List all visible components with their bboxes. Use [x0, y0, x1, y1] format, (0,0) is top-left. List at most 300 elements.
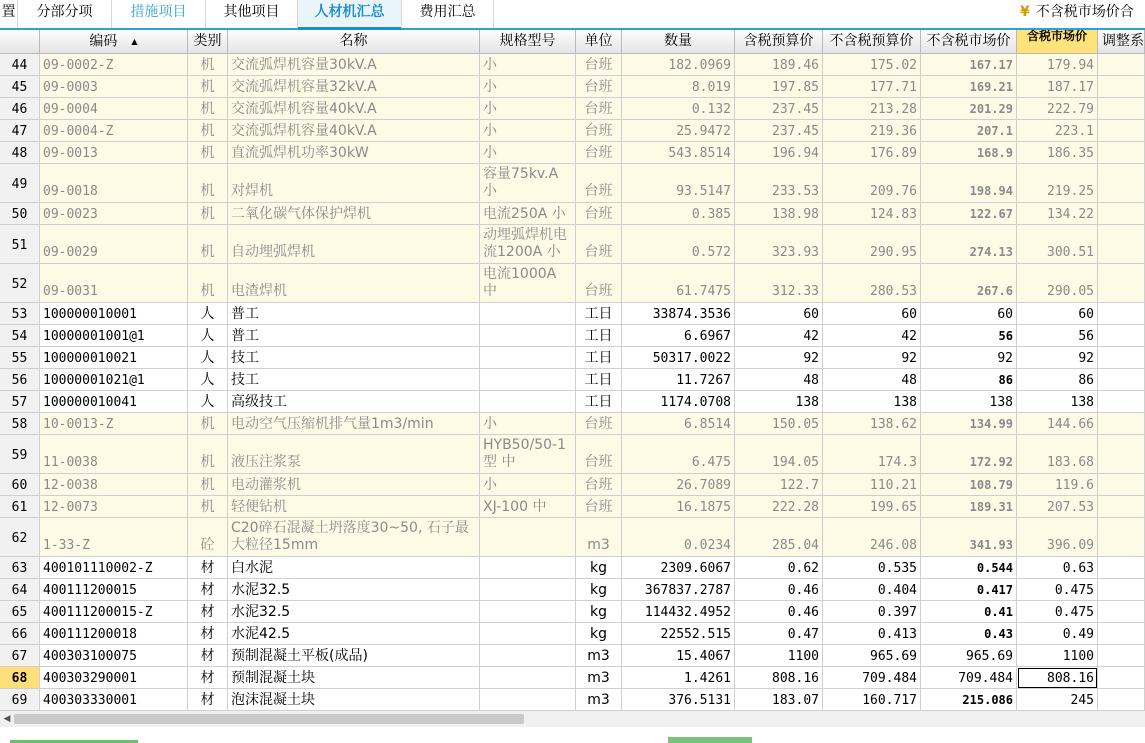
- cell-adjust-factor[interactable]: [1098, 391, 1145, 413]
- cell-adjust-factor[interactable]: [1098, 120, 1145, 142]
- cell-code[interactable]: 09-0018: [40, 164, 188, 203]
- cell-name[interactable]: 交流弧焊机容量32kV.A: [228, 76, 480, 98]
- cell-name[interactable]: 水泥32.5: [228, 579, 480, 601]
- cell-name[interactable]: 普工: [228, 303, 480, 325]
- cell-tax-market-price[interactable]: 187.17: [1017, 76, 1098, 98]
- cell-tax-market-price[interactable]: 290.05: [1017, 264, 1098, 303]
- cell-quantity[interactable]: 8.019: [622, 76, 735, 98]
- cell-tax-budget-price[interactable]: 0.46: [735, 601, 823, 623]
- cell-notax-market-price[interactable]: 169.21: [921, 76, 1017, 98]
- header-notax-budget-price[interactable]: 不含税预算价: [823, 30, 921, 54]
- cell-notax-market-price[interactable]: 0.417: [921, 579, 1017, 601]
- cell-spec[interactable]: [480, 645, 576, 667]
- cell-code[interactable]: 400111200015: [40, 579, 188, 601]
- table-row[interactable]: [0, 391, 1145, 413]
- cell-spec[interactable]: [480, 689, 576, 711]
- table-row[interactable]: [0, 120, 1145, 142]
- cell-adjust-factor[interactable]: [1098, 54, 1145, 76]
- cell-unit[interactable]: 台班: [576, 435, 622, 474]
- cell-notax-budget-price[interactable]: 176.89: [823, 142, 921, 164]
- cell-notax-market-price[interactable]: 709.484: [921, 667, 1017, 689]
- header-tax-budget-price[interactable]: 含税预算价: [735, 30, 823, 54]
- header-notax-market-price[interactable]: 不含税市场价: [921, 30, 1017, 54]
- cell-quantity[interactable]: 0.0234: [622, 518, 735, 557]
- cell-name[interactable]: 直流弧焊机功率30kW: [228, 142, 480, 164]
- table-row[interactable]: [0, 667, 1145, 689]
- cell-adjust-factor[interactable]: [1098, 413, 1145, 435]
- cell-code[interactable]: 12-0073: [40, 496, 188, 518]
- cell-unit[interactable]: kg: [576, 601, 622, 623]
- cell-tax-budget-price[interactable]: 60: [735, 303, 823, 325]
- cell-code[interactable]: 09-0023: [40, 203, 188, 225]
- header-code[interactable]: 编码 ▲: [40, 30, 188, 54]
- cell-quantity[interactable]: 15.4067: [622, 645, 735, 667]
- cell-code[interactable]: 09-0004-Z: [40, 120, 188, 142]
- cell-name[interactable]: 普工: [228, 325, 480, 347]
- cell-code[interactable]: 400303330001: [40, 689, 188, 711]
- cell-quantity[interactable]: 376.5131: [622, 689, 735, 711]
- table-row[interactable]: [0, 164, 1145, 203]
- cell-notax-market-price[interactable]: 341.93: [921, 518, 1017, 557]
- cell-adjust-factor[interactable]: [1098, 369, 1145, 391]
- cell-tax-market-price[interactable]: 138: [1017, 391, 1098, 413]
- cell-tax-budget-price[interactable]: 0.46: [735, 579, 823, 601]
- cell-name[interactable]: 电动灌浆机: [228, 474, 480, 496]
- cell-tax-market-price[interactable]: 186.35: [1017, 142, 1098, 164]
- cell-code[interactable]: 400303290001: [40, 667, 188, 689]
- cell-name[interactable]: 交流弧焊机容量30kV.A: [228, 54, 480, 76]
- cell-type[interactable]: 机: [188, 76, 228, 98]
- cell-type[interactable]: 机: [188, 203, 228, 225]
- cell-notax-market-price[interactable]: 274.13: [921, 225, 1017, 264]
- cell-tax-budget-price[interactable]: 48: [735, 369, 823, 391]
- cell-notax-budget-price[interactable]: 160.717: [823, 689, 921, 711]
- cell-tax-market-price[interactable]: 183.68: [1017, 435, 1098, 474]
- cell-adjust-factor[interactable]: [1098, 264, 1145, 303]
- cell-code[interactable]: 09-0002-Z: [40, 54, 188, 76]
- table-row[interactable]: [0, 76, 1145, 98]
- cell-type[interactable]: 机: [188, 225, 228, 264]
- cell-notax-budget-price[interactable]: 280.53: [823, 264, 921, 303]
- cell-adjust-factor[interactable]: [1098, 474, 1145, 496]
- cell-quantity[interactable]: 6.8514: [622, 413, 735, 435]
- cell-adjust-factor[interactable]: [1098, 645, 1145, 667]
- cell-tax-market-price[interactable]: 223.1: [1017, 120, 1098, 142]
- cell-tax-market-price[interactable]: 86: [1017, 369, 1098, 391]
- table-row[interactable]: [0, 518, 1145, 557]
- tab-qita-xiangmu[interactable]: 其他项目: [206, 0, 298, 28]
- tab-fenbu-fenxiang[interactable]: 分部分项: [18, 0, 112, 28]
- cell-spec[interactable]: [480, 623, 576, 645]
- cell-notax-budget-price[interactable]: 965.69: [823, 645, 921, 667]
- cell-type[interactable]: 材: [188, 601, 228, 623]
- table-row[interactable]: [0, 623, 1145, 645]
- cell-name[interactable]: 泡沫混凝土块: [228, 689, 480, 711]
- cell-tax-market-price[interactable]: 92: [1017, 347, 1098, 369]
- cell-code[interactable]: 09-0013: [40, 142, 188, 164]
- cell-unit[interactable]: 工日: [576, 391, 622, 413]
- cell-tax-budget-price[interactable]: 92: [735, 347, 823, 369]
- cell-name[interactable]: 对焊机: [228, 164, 480, 203]
- cell-unit[interactable]: 台班: [576, 142, 622, 164]
- cell-unit[interactable]: kg: [576, 579, 622, 601]
- cell-spec[interactable]: [480, 579, 576, 601]
- cell-spec[interactable]: 小: [480, 474, 576, 496]
- cell-tax-budget-price[interactable]: 233.53: [735, 164, 823, 203]
- cell-tax-budget-price[interactable]: 222.28: [735, 496, 823, 518]
- cell-unit[interactable]: 台班: [576, 474, 622, 496]
- cell-type[interactable]: 机: [188, 120, 228, 142]
- cell-name[interactable]: 预制混凝土块: [228, 667, 480, 689]
- cell-unit[interactable]: 台班: [576, 98, 622, 120]
- cell-adjust-factor[interactable]: [1098, 435, 1145, 474]
- cell-adjust-factor[interactable]: [1098, 518, 1145, 557]
- cell-quantity[interactable]: 0.385: [622, 203, 735, 225]
- cell-spec[interactable]: 小: [480, 76, 576, 98]
- cell-quantity[interactable]: 0.132: [622, 98, 735, 120]
- cell-code[interactable]: 11-0038: [40, 435, 188, 474]
- cell-notax-market-price[interactable]: 138: [921, 391, 1017, 413]
- cell-type[interactable]: 材: [188, 667, 228, 689]
- cell-unit[interactable]: 台班: [576, 225, 622, 264]
- cell-tax-budget-price[interactable]: 189.46: [735, 54, 823, 76]
- cell-quantity[interactable]: 25.9472: [622, 120, 735, 142]
- cell-adjust-factor[interactable]: [1098, 347, 1145, 369]
- cell-name[interactable]: 技工: [228, 369, 480, 391]
- cell-spec[interactable]: [480, 518, 576, 557]
- table-row[interactable]: [0, 645, 1145, 667]
- scrollbar-thumb[interactable]: [14, 714, 524, 724]
- header-type[interactable]: 类别: [188, 30, 228, 54]
- cell-type[interactable]: 机: [188, 474, 228, 496]
- cell-tax-market-price[interactable]: 179.94: [1017, 54, 1098, 76]
- table-row[interactable]: [0, 225, 1145, 264]
- cell-notax-budget-price[interactable]: 199.65: [823, 496, 921, 518]
- cell-name[interactable]: 预制混凝土平板(成品): [228, 645, 480, 667]
- cell-adjust-factor[interactable]: [1098, 557, 1145, 579]
- cell-notax-market-price[interactable]: 0.43: [921, 623, 1017, 645]
- table-row[interactable]: [0, 54, 1145, 76]
- cell-notax-budget-price[interactable]: 110.21: [823, 474, 921, 496]
- cell-notax-budget-price[interactable]: 138: [823, 391, 921, 413]
- cell-spec[interactable]: 电流250A 小: [480, 203, 576, 225]
- cell-tax-market-price[interactable]: 219.25: [1017, 164, 1098, 203]
- cell-spec[interactable]: [480, 369, 576, 391]
- cell-tax-market-price[interactable]: 222.79: [1017, 98, 1098, 120]
- cell-tax-market-price[interactable]: 60: [1017, 303, 1098, 325]
- cell-type[interactable]: 人: [188, 303, 228, 325]
- cell-tax-budget-price[interactable]: 312.33: [735, 264, 823, 303]
- cell-type[interactable]: 机: [188, 54, 228, 76]
- cell-notax-market-price[interactable]: 201.29: [921, 98, 1017, 120]
- cell-unit[interactable]: 台班: [576, 54, 622, 76]
- cell-quantity[interactable]: 16.1875: [622, 496, 735, 518]
- cell-name[interactable]: 自动埋弧焊机: [228, 225, 480, 264]
- cell-quantity[interactable]: 93.5147: [622, 164, 735, 203]
- cell-spec[interactable]: 小: [480, 142, 576, 164]
- sort-asc-icon[interactable]: ▲: [131, 37, 138, 46]
- cell-spec[interactable]: [480, 667, 576, 689]
- table-row[interactable]: [0, 369, 1145, 391]
- cell-spec[interactable]: [480, 325, 576, 347]
- cell-quantity[interactable]: 26.7089: [622, 474, 735, 496]
- cell-unit[interactable]: m3: [576, 689, 622, 711]
- cell-notax-market-price[interactable]: 965.69: [921, 645, 1017, 667]
- cell-quantity[interactable]: 33874.3536: [622, 303, 735, 325]
- cell-code[interactable]: 100000010041: [40, 391, 188, 413]
- cell-notax-market-price[interactable]: 92: [921, 347, 1017, 369]
- cell-name[interactable]: 液压注浆泵: [228, 435, 480, 474]
- cell-type[interactable]: 人: [188, 369, 228, 391]
- cell-unit[interactable]: 工日: [576, 303, 622, 325]
- cell-notax-market-price[interactable]: 0.544: [921, 557, 1017, 579]
- cell-notax-market-price[interactable]: 167.17: [921, 54, 1017, 76]
- cell-unit[interactable]: kg: [576, 623, 622, 645]
- cell-spec[interactable]: 小: [480, 120, 576, 142]
- cell-tax-market-price[interactable]: 134.22: [1017, 203, 1098, 225]
- cell-quantity[interactable]: 6.6967: [622, 325, 735, 347]
- cell-code[interactable]: 09-0004: [40, 98, 188, 120]
- tab-truncated[interactable]: 置: [0, 0, 18, 28]
- cell-name[interactable]: 水泥32.5: [228, 601, 480, 623]
- cell-adjust-factor[interactable]: [1098, 623, 1145, 645]
- cell-notax-budget-price[interactable]: 177.71: [823, 76, 921, 98]
- cell-unit[interactable]: m3: [576, 667, 622, 689]
- cell-quantity[interactable]: 22552.515: [622, 623, 735, 645]
- cell-unit[interactable]: 台班: [576, 264, 622, 303]
- cell-type[interactable]: 人: [188, 325, 228, 347]
- table-row[interactable]: [0, 413, 1145, 435]
- table-row[interactable]: [0, 496, 1145, 518]
- cell-tax-market-price[interactable]: 0.63: [1017, 557, 1098, 579]
- cell-quantity[interactable]: 0.572: [622, 225, 735, 264]
- horizontal-scrollbar[interactable]: [0, 710, 1145, 727]
- cell-tax-market-price[interactable]: 245: [1017, 689, 1098, 711]
- cell-name[interactable]: 交流弧焊机容量40kV.A: [228, 120, 480, 142]
- cell-tax-market-price[interactable]: 0.49: [1017, 623, 1098, 645]
- cell-notax-budget-price[interactable]: 709.484: [823, 667, 921, 689]
- cell-tax-market-price[interactable]: 396.09: [1017, 518, 1098, 557]
- cell-name[interactable]: 电动空气压缩机排气量1m3/min: [228, 413, 480, 435]
- cell-name[interactable]: 电渣焊机: [228, 264, 480, 303]
- cell-tax-budget-price[interactable]: 808.16: [735, 667, 823, 689]
- cell-code[interactable]: 09-0031: [40, 264, 188, 303]
- cell-name[interactable]: C20碎石混凝土坍落度30~50, 石子最大粒径15mm: [228, 518, 480, 557]
- cell-type[interactable]: 机: [188, 435, 228, 474]
- cell-tax-market-price[interactable]: 808.16: [1017, 667, 1098, 689]
- cell-type[interactable]: 人: [188, 347, 228, 369]
- cell-name[interactable]: 技工: [228, 347, 480, 369]
- cell-notax-market-price[interactable]: 189.31: [921, 496, 1017, 518]
- cell-spec[interactable]: [480, 347, 576, 369]
- cell-unit[interactable]: m3: [576, 518, 622, 557]
- cell-type[interactable]: 材: [188, 579, 228, 601]
- cell-name[interactable]: 水泥42.5: [228, 623, 480, 645]
- cell-notax-budget-price[interactable]: 0.404: [823, 579, 921, 601]
- cell-tax-budget-price[interactable]: 196.94: [735, 142, 823, 164]
- cell-tax-budget-price[interactable]: 197.85: [735, 76, 823, 98]
- scroll-left-icon[interactable]: ◀: [3, 714, 11, 724]
- cell-unit[interactable]: 工日: [576, 369, 622, 391]
- table-row[interactable]: [0, 203, 1145, 225]
- cell-unit[interactable]: 工日: [576, 325, 622, 347]
- cell-quantity[interactable]: 1174.0708: [622, 391, 735, 413]
- cell-name[interactable]: 交流弧焊机容量40kV.A: [228, 98, 480, 120]
- cell-type[interactable]: 机: [188, 142, 228, 164]
- cell-spec[interactable]: 动埋弧焊机电流1200A 小: [480, 225, 576, 264]
- cell-spec[interactable]: [480, 391, 576, 413]
- cell-notax-market-price[interactable]: 108.79: [921, 474, 1017, 496]
- cell-notax-market-price[interactable]: 60: [921, 303, 1017, 325]
- cell-adjust-factor[interactable]: [1098, 98, 1145, 120]
- cell-spec[interactable]: 容量75kv.A 小: [480, 164, 576, 203]
- cell-unit[interactable]: 工日: [576, 347, 622, 369]
- cell-type[interactable]: 机: [188, 264, 228, 303]
- cell-type[interactable]: 砼: [188, 518, 228, 557]
- table-row[interactable]: [0, 303, 1145, 325]
- cell-quantity[interactable]: 50317.0022: [622, 347, 735, 369]
- cell-quantity[interactable]: 11.7267: [622, 369, 735, 391]
- cell-unit[interactable]: m3: [576, 645, 622, 667]
- cell-type[interactable]: 材: [188, 689, 228, 711]
- cell-adjust-factor[interactable]: [1098, 325, 1145, 347]
- cell-notax-budget-price[interactable]: 174.3: [823, 435, 921, 474]
- cell-adjust-factor[interactable]: [1098, 667, 1145, 689]
- cell-quantity[interactable]: 114432.4952: [622, 601, 735, 623]
- cell-spec[interactable]: XJ-100 中: [480, 496, 576, 518]
- cell-quantity[interactable]: 2309.6067: [622, 557, 735, 579]
- cell-quantity[interactable]: 6.475: [622, 435, 735, 474]
- cell-code[interactable]: 09-0029: [40, 225, 188, 264]
- cell-unit[interactable]: 台班: [576, 164, 622, 203]
- tab-cuoshi-xiangmu[interactable]: 措施项目: [112, 0, 206, 28]
- table-row[interactable]: [0, 557, 1145, 579]
- cell-code[interactable]: 400111200015-Z: [40, 601, 188, 623]
- cell-adjust-factor[interactable]: [1098, 579, 1145, 601]
- cell-notax-market-price[interactable]: 172.92: [921, 435, 1017, 474]
- header-spec[interactable]: 规格型号: [480, 30, 576, 54]
- cell-tax-market-price[interactable]: 56: [1017, 325, 1098, 347]
- cell-notax-market-price[interactable]: 56: [921, 325, 1017, 347]
- cell-spec[interactable]: [480, 601, 576, 623]
- cell-code[interactable]: 100000010021: [40, 347, 188, 369]
- cell-type[interactable]: 机: [188, 98, 228, 120]
- cell-adjust-factor[interactable]: [1098, 303, 1145, 325]
- table-row[interactable]: [0, 435, 1145, 474]
- cell-notax-market-price[interactable]: 215.086: [921, 689, 1017, 711]
- cell-quantity[interactable]: 543.8514: [622, 142, 735, 164]
- cell-notax-budget-price[interactable]: 175.02: [823, 54, 921, 76]
- cell-tax-budget-price[interactable]: 0.47: [735, 623, 823, 645]
- cell-notax-market-price[interactable]: 134.99: [921, 413, 1017, 435]
- cell-notax-market-price[interactable]: 122.67: [921, 203, 1017, 225]
- cell-notax-budget-price[interactable]: 0.397: [823, 601, 921, 623]
- cell-type[interactable]: 机: [188, 164, 228, 203]
- header-unit[interactable]: 单位: [576, 30, 622, 54]
- tab-rencaiji-huizong[interactable]: 人材机汇总: [298, 0, 402, 28]
- cell-unit[interactable]: 台班: [576, 496, 622, 518]
- cell-notax-budget-price[interactable]: 138.62: [823, 413, 921, 435]
- cell-notax-budget-price[interactable]: 219.36: [823, 120, 921, 142]
- cell-code[interactable]: 10000001021@1: [40, 369, 188, 391]
- cell-type[interactable]: 材: [188, 645, 228, 667]
- table-row[interactable]: [0, 579, 1145, 601]
- cell-code[interactable]: 09-0003: [40, 76, 188, 98]
- cell-tax-budget-price[interactable]: 0.62: [735, 557, 823, 579]
- header-adjust-factor[interactable]: 调整系: [1098, 30, 1145, 54]
- cell-tax-budget-price[interactable]: 1100: [735, 645, 823, 667]
- table-row[interactable]: [0, 325, 1145, 347]
- cell-adjust-factor[interactable]: [1098, 203, 1145, 225]
- cell-code[interactable]: 100000010001: [40, 303, 188, 325]
- cell-tax-market-price[interactable]: 144.66: [1017, 413, 1098, 435]
- cell-adjust-factor[interactable]: [1098, 142, 1145, 164]
- cell-type[interactable]: 人: [188, 391, 228, 413]
- header-quantity[interactable]: 数量: [622, 30, 735, 54]
- cell-name[interactable]: 二氧化碳气体保护焊机: [228, 203, 480, 225]
- cell-adjust-factor[interactable]: [1098, 164, 1145, 203]
- cell-notax-budget-price[interactable]: 42: [823, 325, 921, 347]
- cell-notax-market-price[interactable]: 168.9: [921, 142, 1017, 164]
- cell-adjust-factor[interactable]: [1098, 225, 1145, 264]
- cell-tax-budget-price[interactable]: 237.45: [735, 120, 823, 142]
- cell-code[interactable]: 10000001001@1: [40, 325, 188, 347]
- cell-name[interactable]: 轻便钻机: [228, 496, 480, 518]
- cell-unit[interactable]: 台班: [576, 120, 622, 142]
- cell-notax-market-price[interactable]: 198.94: [921, 164, 1017, 203]
- cell-spec[interactable]: HYB50/50-1型 中: [480, 435, 576, 474]
- cell-adjust-factor[interactable]: [1098, 689, 1145, 711]
- cell-spec[interactable]: [480, 557, 576, 579]
- cell-notax-market-price[interactable]: 86: [921, 369, 1017, 391]
- table-row[interactable]: [0, 347, 1145, 369]
- table-row[interactable]: [0, 98, 1145, 120]
- cell-code[interactable]: 400111200018: [40, 623, 188, 645]
- cell-spec[interactable]: 电流1000A 中: [480, 264, 576, 303]
- cell-tax-market-price[interactable]: 0.475: [1017, 601, 1098, 623]
- cell-code[interactable]: 400101110002-Z: [40, 557, 188, 579]
- cell-name[interactable]: 白水泥: [228, 557, 480, 579]
- cell-spec[interactable]: 小: [480, 413, 576, 435]
- cell-tax-market-price[interactable]: 1100: [1017, 645, 1098, 667]
- cell-notax-market-price[interactable]: 207.1: [921, 120, 1017, 142]
- cell-spec[interactable]: [480, 303, 576, 325]
- table-row[interactable]: [0, 474, 1145, 496]
- cell-spec[interactable]: 小: [480, 98, 576, 120]
- table-row[interactable]: [0, 264, 1145, 303]
- cell-tax-budget-price[interactable]: 122.7: [735, 474, 823, 496]
- cell-quantity[interactable]: 61.7475: [622, 264, 735, 303]
- cell-type[interactable]: 机: [188, 413, 228, 435]
- cell-tax-market-price[interactable]: 119.6: [1017, 474, 1098, 496]
- cell-notax-budget-price[interactable]: 213.28: [823, 98, 921, 120]
- cell-type[interactable]: 材: [188, 557, 228, 579]
- cell-tax-budget-price[interactable]: 138: [735, 391, 823, 413]
- cell-tax-budget-price[interactable]: 194.05: [735, 435, 823, 474]
- cell-notax-budget-price[interactable]: 124.83: [823, 203, 921, 225]
- cell-tax-budget-price[interactable]: 138.98: [735, 203, 823, 225]
- cell-tax-budget-price[interactable]: 42: [735, 325, 823, 347]
- cell-tax-budget-price[interactable]: 285.04: [735, 518, 823, 557]
- header-name[interactable]: 名称: [228, 30, 480, 54]
- cell-unit[interactable]: kg: [576, 557, 622, 579]
- cell-code[interactable]: 10-0013-Z: [40, 413, 188, 435]
- header-tax-market-price[interactable]: 含税市场价: [1017, 30, 1098, 54]
- cell-type[interactable]: 机: [188, 496, 228, 518]
- cell-unit[interactable]: 台班: [576, 203, 622, 225]
- tax-price-selector[interactable]: [1020, 0, 1134, 28]
- cell-notax-market-price[interactable]: 267.6: [921, 264, 1017, 303]
